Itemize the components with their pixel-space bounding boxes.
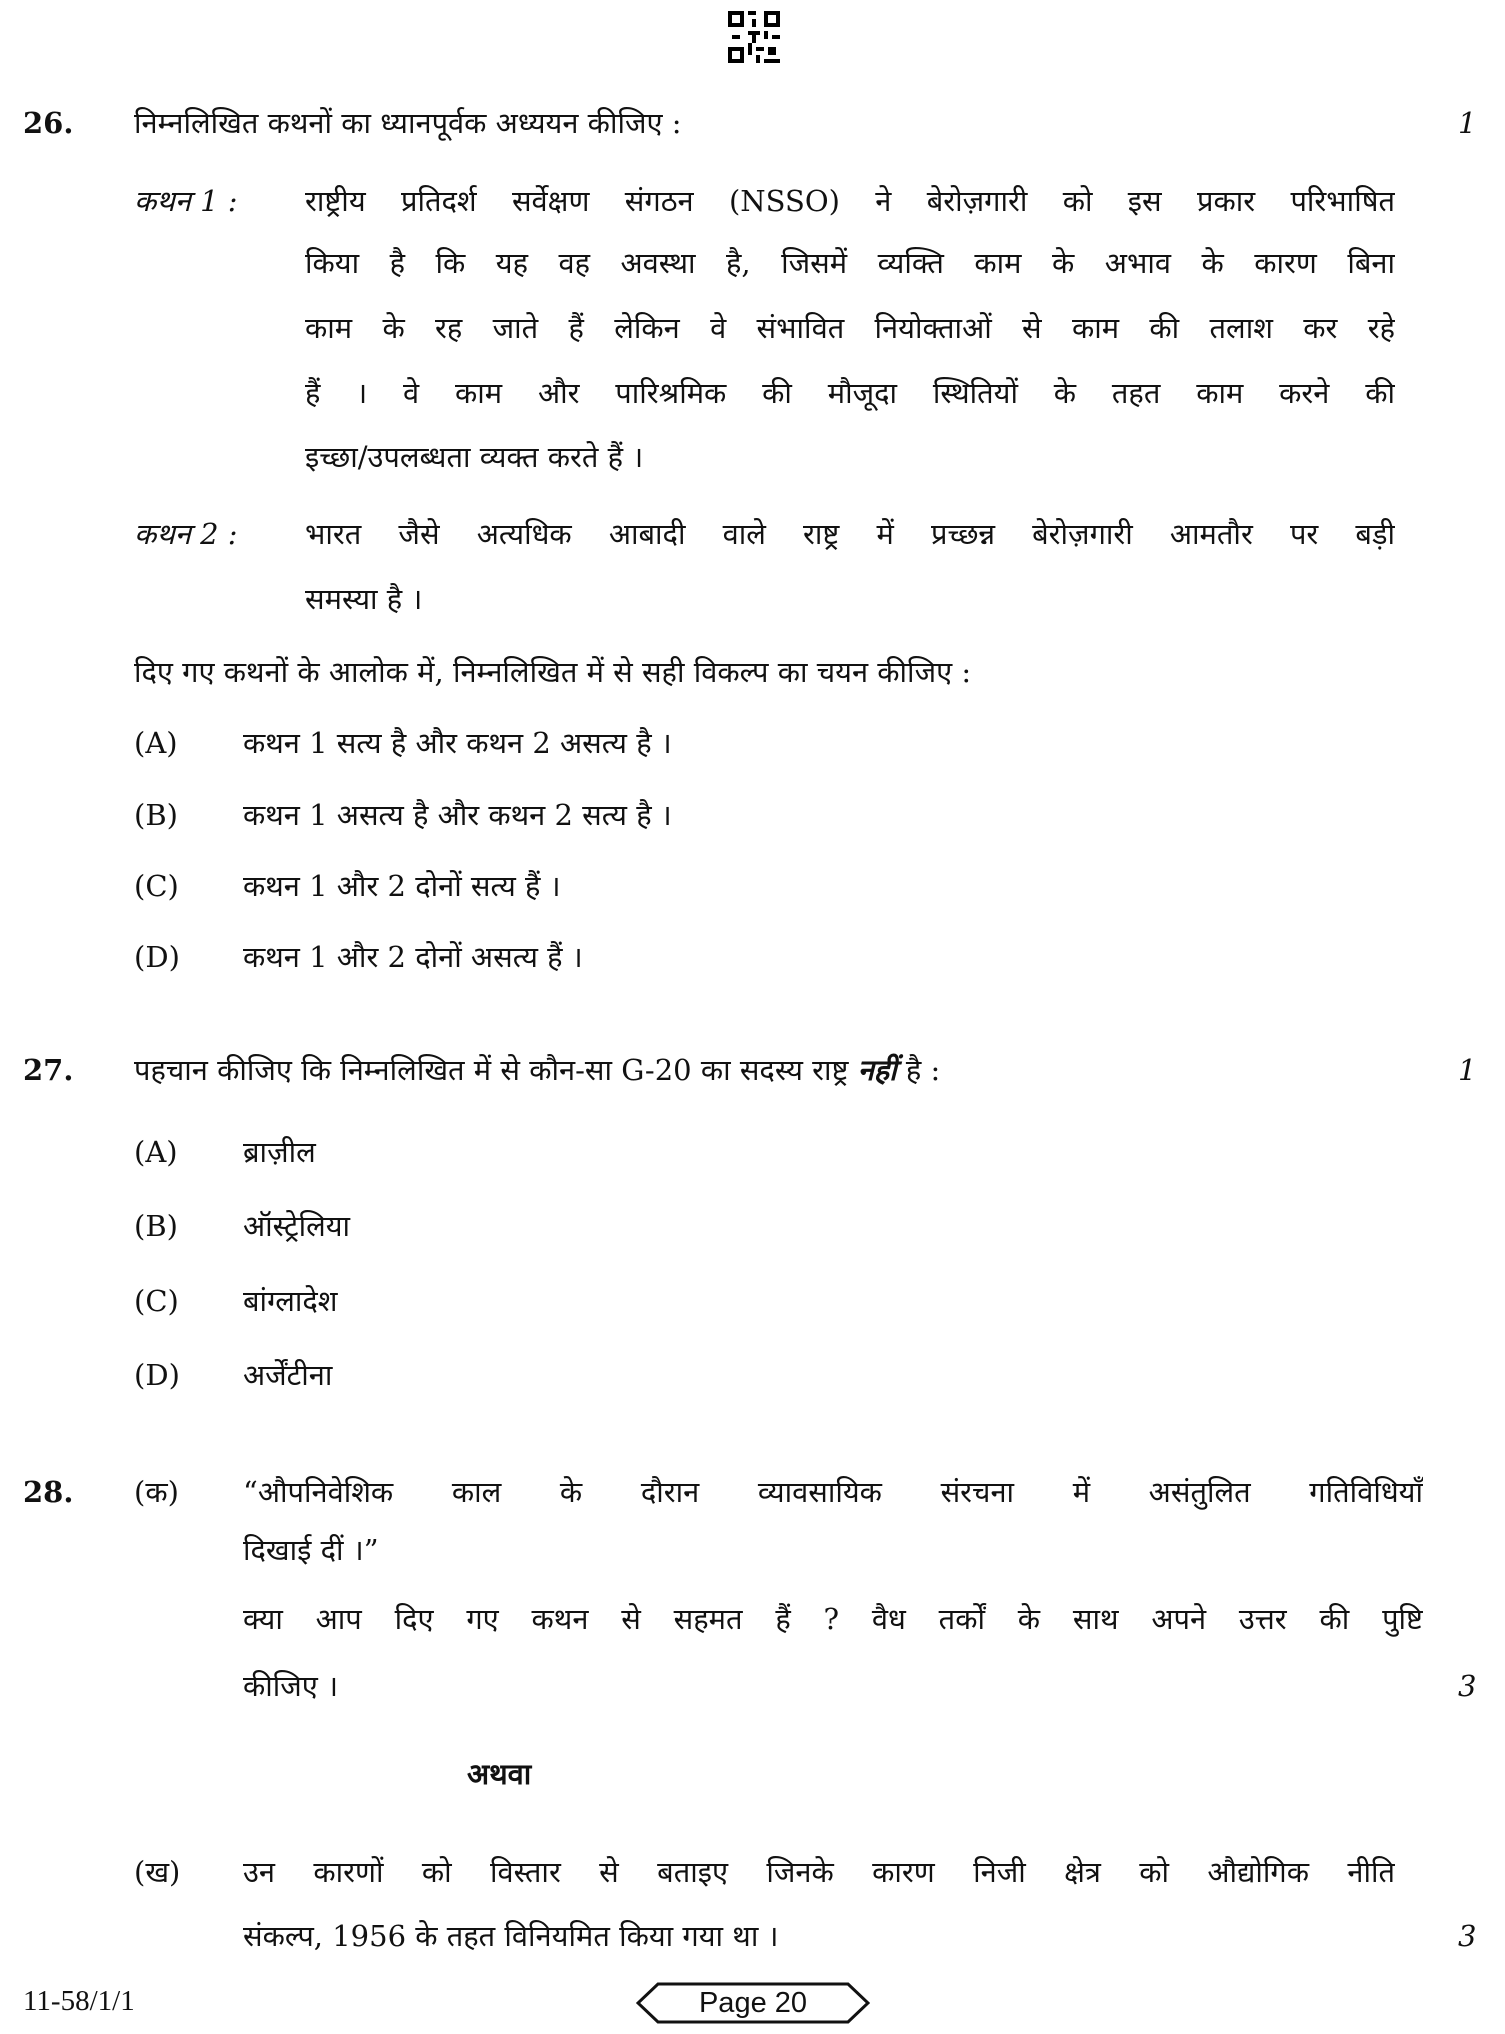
part-b-line: उन कारणों को विस्तार से बताइए जिनके कारण निजी क्षेत्र को औद्योगिक नीति <box>243 1855 1395 1889</box>
statement-1-line: हैं । वे काम और पारिश्रमिक की मौजूदा स्थितियों के तहत काम करने की <box>305 376 1395 410</box>
statement-1-line: काम के रह जाते हैं लेकिन वे संभावित नियोक्ताओं से काम की तलाश कर रहे <box>305 311 1395 345</box>
statement-1-label: कथन 1 : <box>134 184 238 218</box>
prompt-text: है : <box>905 1053 941 1087</box>
part-a-marks: 3 <box>1458 1669 1477 1703</box>
option-b: ऑस्ट्रेलिया <box>243 1209 351 1243</box>
part-b-line: संकल्प, 1956 के तहत विनियमित किया गया था । <box>243 1919 779 1953</box>
part-a-line: दिखाई दीं ।” <box>243 1533 379 1567</box>
question-number: 26. <box>23 106 74 140</box>
option-label: (B) <box>134 1209 178 1243</box>
option-label: (A) <box>134 726 178 760</box>
page-number <box>636 1982 870 2024</box>
option-label: (D) <box>134 940 180 974</box>
statement-2-label: कथन 2 : <box>134 517 238 551</box>
question-number: 27. <box>23 1053 74 1087</box>
option-label: (C) <box>134 869 179 903</box>
option-label: (C) <box>134 1284 179 1318</box>
part-a-line: क्या आप दिए गए कथन से सहमत हैं ? वैध तर्कों के साथ अपने उत्तर की पुष्टि <box>243 1602 1423 1636</box>
option-a: ब्राज़ील <box>243 1135 316 1169</box>
part-a-line: कीजिए । <box>243 1669 339 1703</box>
option-label: (A) <box>134 1135 178 1169</box>
or-label: अथवा <box>467 1757 532 1791</box>
option-c: कथन 1 और 2 दोनों सत्य हैं । <box>243 869 561 903</box>
option-label: (B) <box>134 798 178 832</box>
option-a: कथन 1 सत्य है और कथन 2 असत्य है । <box>243 726 672 760</box>
part-b-label: (ख) <box>134 1855 181 1889</box>
statement-2-line: समस्या है । <box>305 582 423 616</box>
page-number-label: Page 20 <box>698 1987 808 2019</box>
part-a-label: (क) <box>134 1475 179 1509</box>
prompt-text: पहचान कीजिए कि निम्नलिखित में से कौन-सा G-20 का सदस्य राष्ट्र <box>134 1053 849 1087</box>
option-b: कथन 1 असत्य है और कथन 2 सत्य है । <box>243 798 672 832</box>
statement-1-line: राष्ट्रीय प्रतिदर्श सर्वेक्षण संगठन (NSSO) ने बेरोज़गारी को इस प्रकार परिभाषित <box>305 184 1395 218</box>
prompt-emphasis: नहीं <box>857 1053 897 1087</box>
statement-1-line: किया है कि यह वह अवस्था है, जिसमें व्यक्ति काम के अभाव के कारण बिना <box>305 246 1395 280</box>
qr-code <box>728 10 780 64</box>
option-label: (D) <box>134 1358 180 1392</box>
option-d: कथन 1 और 2 दोनों असत्य हैं । <box>243 940 583 974</box>
question-prompt <box>134 1050 940 1090</box>
option-c: बांग्लादेश <box>243 1284 338 1318</box>
question-number: 28. <box>23 1475 74 1509</box>
paper-code: 11-58/1/1 <box>23 1985 135 2017</box>
instruction: दिए गए कथनों के आलोक में, निम्नलिखित में से सही विकल्प का चयन कीजिए : <box>134 655 972 689</box>
question-marks: 1 <box>1458 1053 1477 1087</box>
option-d: अर्जेंटीना <box>243 1358 333 1392</box>
part-a-line: “औपनिवेशिक काल के दौरान व्यावसायिक संरचना में असंतुलित गतिविधियाँ <box>243 1475 1423 1509</box>
part-b-marks: 3 <box>1458 1919 1477 1953</box>
question-prompt: निम्नलिखित कथनों का ध्यानपूर्वक अध्ययन कीजिए : <box>134 106 682 140</box>
statement-1-line: इच्छा/उपलब्धता व्यक्त करते हैं । <box>305 440 644 474</box>
question-marks: 1 <box>1458 106 1477 140</box>
statement-2-line: भारत जैसे अत्यधिक आबादी वाले राष्ट्र में प्रच्छन्न बेरोज़गारी आमतौर पर बड़ी <box>305 517 1395 551</box>
